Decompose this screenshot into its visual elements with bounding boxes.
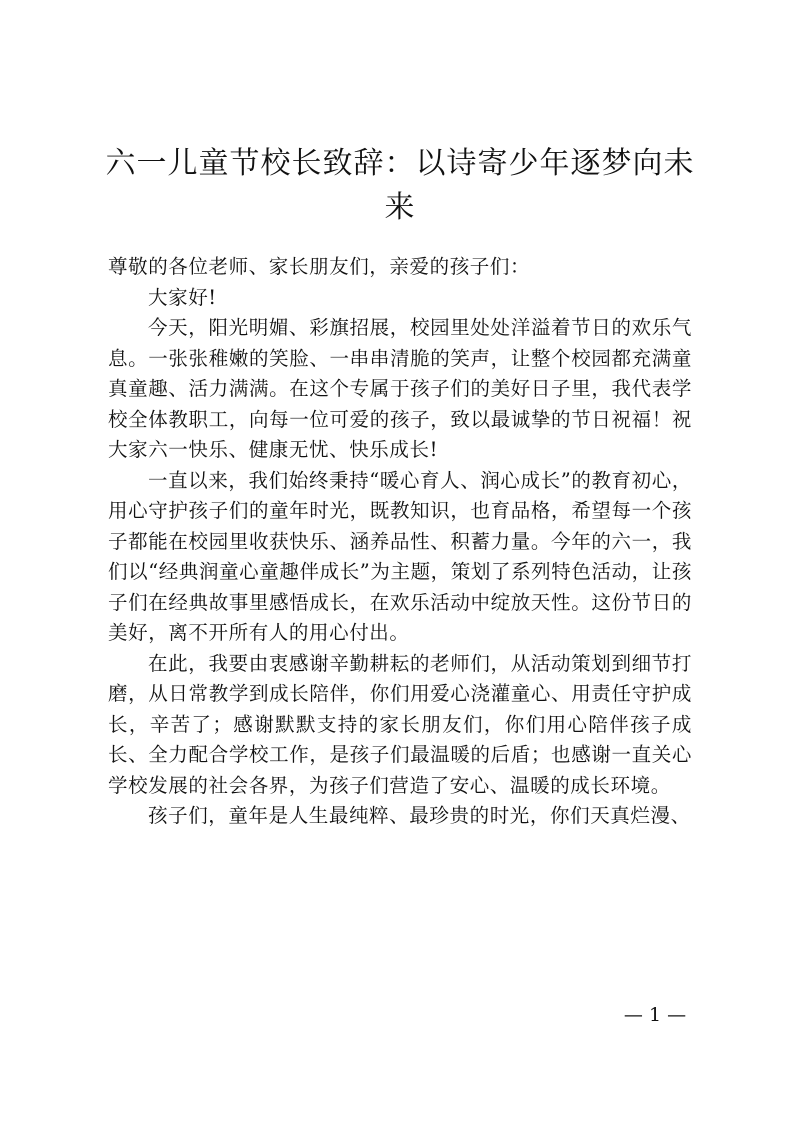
salutation: 尊敬的各位老师、家长朋友们，亲爱的孩子们：	[108, 255, 531, 278]
paragraph-greeting: 大家好!	[148, 285, 217, 309]
page-number: — 1 —	[623, 1004, 687, 1026]
paragraph-children: 孩子们，童年是人生最纯粹、最珍贵的时光，你们天真烂漫、	[148, 804, 691, 827]
paragraph-thanks: 在此，我要由衷感谢辛勤耕耘的老师们，从活动策划到细节打磨，从日常教学到成长陪伴，你们用爱心浇灌童心、用责任守护成长，辛苦了；感谢默默支持的家长朋友们，你们用心陪伴孩子成长、全力配合学校工作，是孩子们最温暖的后盾；也感谢一直关心学校发展的社会各界，为孩子们营造了安心、温暖的成长环境。	[108, 651, 692, 797]
paragraph-mission: 一直以来，我们始终秉持“暖心育人、润心成长”的教育初心，用心守护孩子们的童年时光，既教知识，也育品格，希望每一个孩子都能在校园里收获快乐、涵养品性、积蓄力量。今年的六一，我们以“经典润童心童趣伴成长”为主题，策划了系列特色活动，让孩子们在经典故事里感悟成长，在欢乐活动中绽放天性。这份节日的美好，离不开所有人的用心付出。	[108, 468, 692, 644]
paragraph-festival: 今天，阳光明媚、彩旗招展，校园里处处洋溢着节日的欢乐气息。一张张稚嫩的笑脸、一串串清脆的笑声，让整个校园都充满童真童趣、活力满满。在这个专属于孩子们的美好日子里，我代表学校全体教职工，向每一位可爱的孩子，致以最诚挚的节日祝福！祝大家六一快乐、健康无忧、快乐成长!	[108, 316, 692, 461]
document-body	[108, 252, 692, 832]
document-title: 六一儿童节校长致辞：以诗寄少年逐梦向未来	[105, 146, 695, 225]
